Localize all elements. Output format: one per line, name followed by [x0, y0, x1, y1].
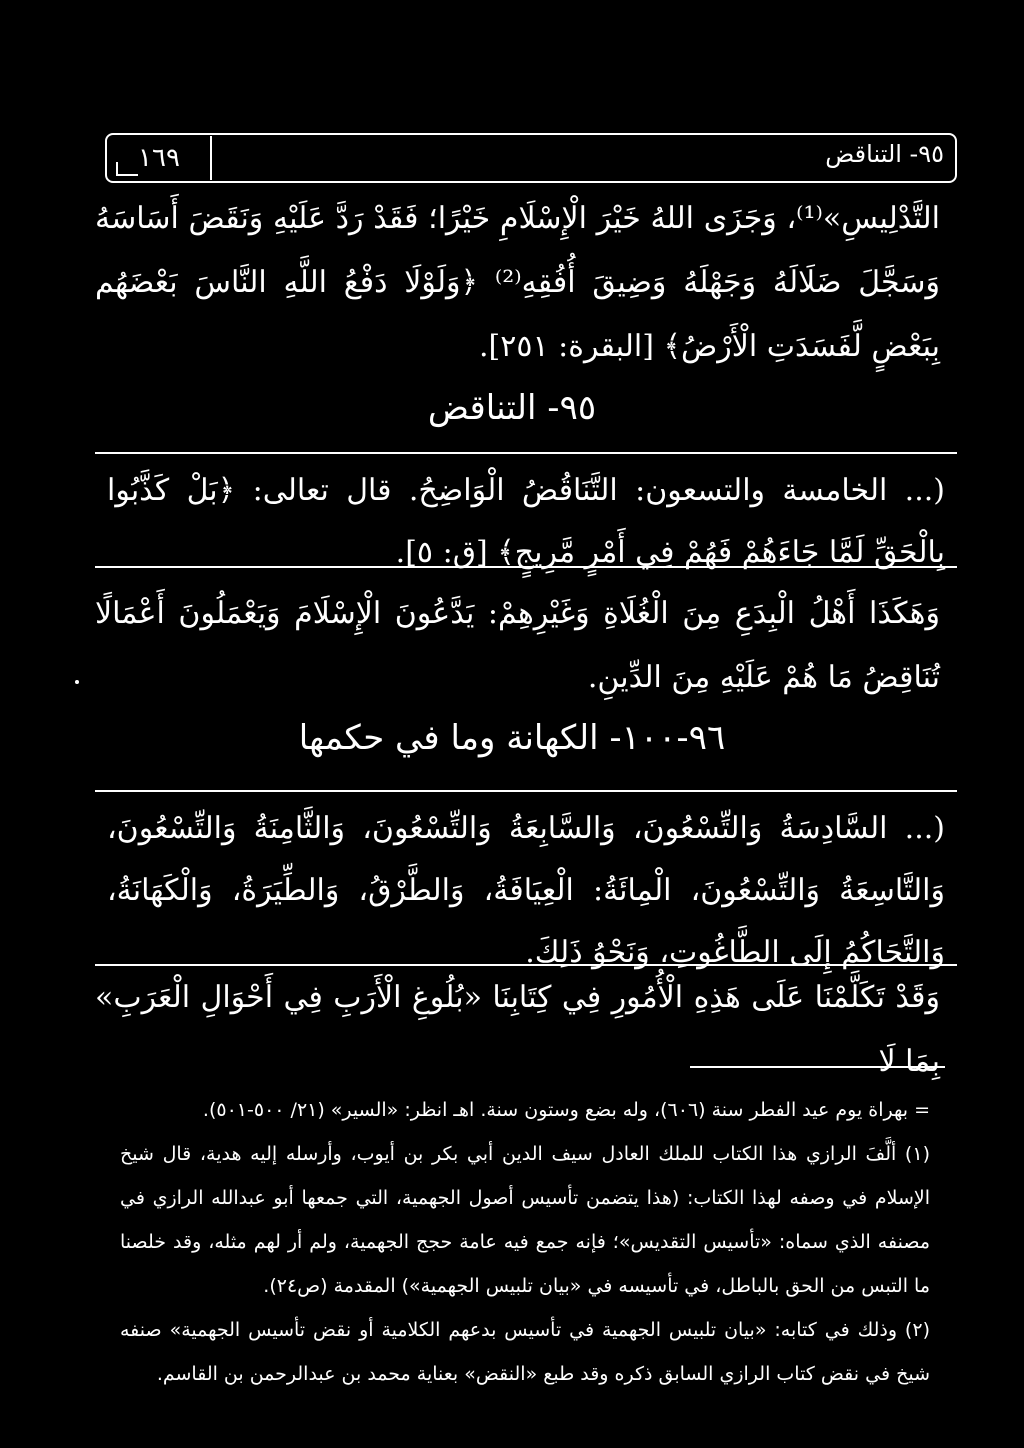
footnote-separator [690, 1066, 945, 1068]
section-title-95: ٩٥- التناقض [427, 388, 597, 428]
paragraph-1: التَّدْلِيسِ»⁽¹⁾، وَجَزَى اللهُ خَيْرَ الْإِسْلَامِ خَيْرًا؛ فَقَدْ رَدَّ عَلَيْهِ وَنَقَضَ أَسَاسَهُ وَسَجَّلَ ضَلَالَهُ وَجَهْلَهُ وَضِيقَ أُفُقِهِ⁽²⁾ ﴿وَلَوْلَا دَفْعُ اللَّهِ النَّاسَ بَعْضَهُم بِبَعْضٍ لَّفَسَدَتِ الْأَرْضُ﴾ [البقرة: ٢٥١]. [95, 201, 940, 364]
footnotes [120, 1088, 930, 1396]
footnote-1: (١) ألَّفَ الرازي هذا الكتاب للملك العادل سيف الدين أبي بكر بن أيوب، وأرسله إليه هدية، قال شيخ الإسلام في وصفه لهذا الكتاب: (هذا يتضمن تأسيس أصول الجهمية، التي جمعها أبو عبدالله الرازي في مصنفه الذي سماه: «تأسيس التقديس»؛ فإنه جمع فيه عامة حجج الجهمية، ولم أر لهم مثله، وقد خلصنا ما التبس من الحق بالباطل، في تأسيسه في «بيان تلبيس الجهمية») المقدمة (ص٢٤). [120, 1143, 930, 1297]
section-title-96-100: ٩٦-١٠٠- الكهانة وما في حكمها [298, 718, 726, 758]
text-box-95: (... الخامسة والتسعون: التَّنَاقُضُ الْوَاضِحُ. قال تعالى: ﴿بَلْ كَذَّبُوا بِالْحَقِّ لَمَّا جَاءَهُمْ فَهُمْ فِي أَمْرٍ مَّرِيجٍ﴾ [ق: ٥]. [95, 452, 957, 568]
footnote-2: (٢) وذلك في كتابه: «بيان تلبيس الجهمية في تأسيس بدعهم الكلامية أو نقض تأسيس الجهمية» صنفه شيخ في نقض كتاب الرازي السابق ذكره وقد طبع «النقض» بعناية محمد بن عبدالرحمن بن القاسم. [120, 1319, 930, 1385]
footnote-continued: = بهراة يوم عيد الفطر سنة (٦٠٦)، وله بضع وستون سنة. اهـ انظر: «السير» (٢١/ ٥٠٠-٥٠١). [202, 1099, 930, 1121]
page-number: ١٦٩ [108, 136, 212, 180]
text-box-96-100: (... السَّادِسَةُ وَالتِّسْعُونَ، وَالسَّابِعَةُ وَالتِّسْعُونَ، وَالثَّامِنَةُ وَالتِّسْعُونَ، وَالتَّاسِعَةُ وَالتِّسْعُونَ، الْمِائَةُ: الْعِيَافَةُ، وَالطَّرْقُ، وَالطِّيَرَةُ، وَالْكَهَانَةُ، وَالتَّحَاكُمُ إِلَى الطَّاغُوتِ، وَنَحْوُ ذَلِكَ. [95, 790, 957, 966]
stray-dot [75, 680, 79, 684]
running-title: ٩٥- التناقض [825, 140, 944, 168]
paragraph-3: وَقَدْ تَكَلَّمْنَا عَلَى هَذِهِ الْأُمُورِ فِي كِتَابِنَا «بُلُوغِ الْأَرَبِ فِي أَحْوَالِ الْعَرَبِ» بِمَا لَا [95, 980, 940, 1079]
paragraph-2: وَهَكَذَا أَهْلُ الْبِدَعِ مِنَ الْغُلَاةِ وَغَيْرِهِمْ: يَدَّعُونَ الْإِسْلَامَ وَيَعْمَلُونَ أَعْمَالًا تُنَاقِضُ مَا هُمْ عَلَيْهِ مِنَ الدِّينِ. [95, 596, 940, 695]
